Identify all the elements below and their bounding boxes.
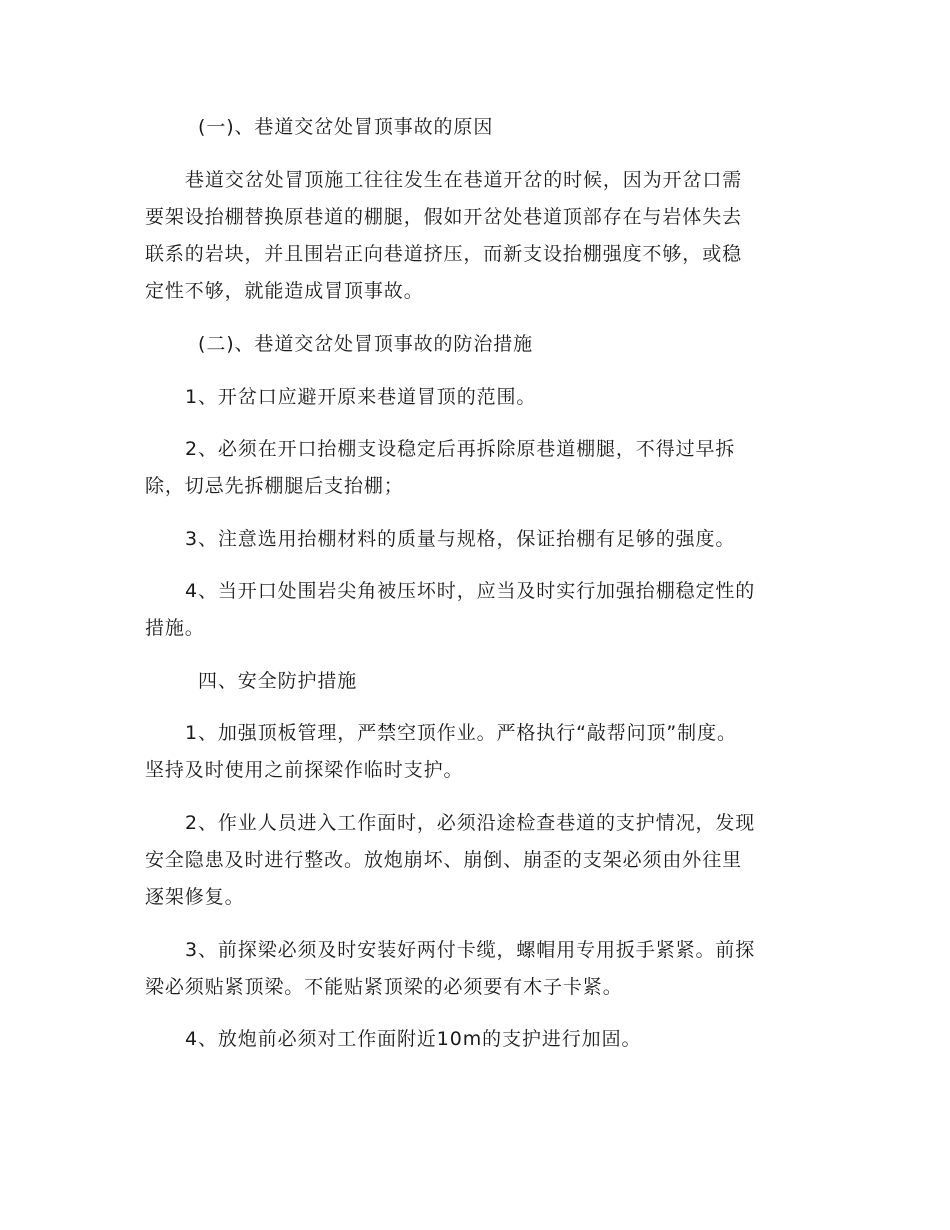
list-item-line: 梁必须贴紧顶梁。不能贴紧顶梁的必须要有木子卡紧。	[145, 976, 623, 998]
list-item-line: 除，切忌先拆棚腿后支抬棚；	[145, 475, 404, 497]
list-item-line: 1、加强顶板管理，严禁空顶作业。严格执行“敲帮问顶”制度。	[185, 722, 737, 744]
list-item-line: 安全隐患及时进行整改。放炮崩坏、崩倒、崩歪的支架必须由外往里	[145, 849, 743, 871]
paragraph-line: 要架设抬棚替换原巷道的棚腿，假如开岔处巷道顶部存在与岩体失去	[145, 206, 743, 228]
list-item-line: 逐架修复。	[145, 886, 245, 908]
list-item-line: 坚持及时使用之前探梁作临时支护。	[145, 759, 464, 781]
section-heading-cause: (一)、巷道交岔处冒顶事故的原因	[198, 116, 494, 138]
list-item-line: 1、开岔口应避开原来巷道冒顶的范围。	[185, 386, 537, 408]
paragraph-line: 联系的岩块，并且围岩正向巷道挤压，而新支设抬棚强度不够，或稳	[145, 243, 743, 265]
list-item-line: 3、注意选用抬棚材料的质量与规格，保证抬棚有足够的强度。	[185, 528, 736, 550]
list-item-line: 措施。	[145, 617, 205, 639]
list-item-line: 4、放炮前必须对工作面附近10m的支护进行加固。	[185, 1028, 642, 1050]
list-item-line: 2、必须在开口抬棚支设稳定后再拆除原巷道棚腿，不得过早拆	[185, 438, 736, 460]
section-heading-safety: 四、安全防护措施	[198, 670, 358, 692]
section-heading-prevention: (二)、巷道交岔处冒顶事故的防治措施	[198, 333, 534, 355]
list-item-line: 4、当开口处围岩尖角被压坏时，应当及时实行加强抬棚稳定性的	[185, 580, 756, 602]
paragraph-line: 巷道交岔处冒顶施工往往发生在巷道开岔的时候，因为开岔口需	[185, 169, 743, 191]
list-item-line: 3、前探梁必须及时安装好两付卡缆，螺帽用专用扳手紧紧。前探	[185, 939, 756, 961]
paragraph-line: 定性不够，就能造成冒顶事故。	[145, 280, 424, 302]
list-item-line: 2、作业人员进入工作面时，必须沿途检查巷道的支护情况，发现	[185, 812, 756, 834]
